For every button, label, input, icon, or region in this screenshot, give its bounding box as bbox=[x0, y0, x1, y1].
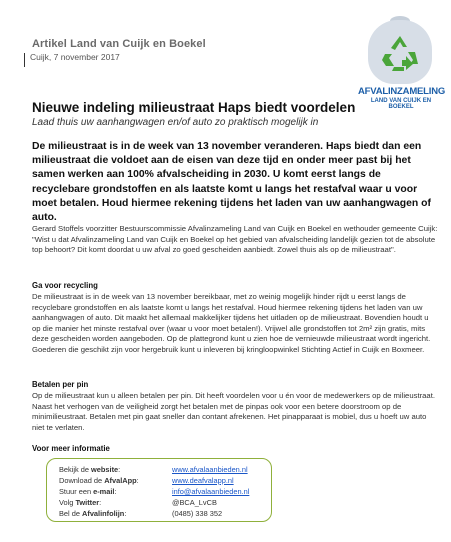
contact-label: Download de AfvalApp: bbox=[59, 476, 139, 485]
header-rule bbox=[24, 53, 25, 67]
section-body-pin: Op de milieustraat kun u alleen betalen per pin. Dit heeft voordelen voor u én voor de medewerkers op de milieustraat. Naast het verhogen van de veiligheid zorgt het betalen met de pinpas ook voor een betere doorstroom op de minimilieustraat. Betalen met pin gaat sneller dan contant afrekenen. Het pinapparaat is mobiel, dus u hoeft uw auto niet te verlaten. bbox=[32, 391, 435, 432]
contact-label: Bekijk de website: bbox=[59, 465, 121, 474]
contact-label: Stuur een e-mail: bbox=[59, 487, 117, 496]
more-info-title: Voor meer informatie bbox=[32, 444, 110, 453]
logo-subtitle: LAND VAN CUIJK EN BOEKEL bbox=[370, 98, 432, 110]
email-link[interactable]: info@afvalaanbieden.nl bbox=[172, 487, 250, 496]
article-date: Cuijk, 7 november 2017 bbox=[30, 52, 120, 62]
contact-label: Volg Twitter: bbox=[59, 498, 102, 507]
logo-name: AFVALINZAMELING bbox=[358, 86, 446, 97]
section-title-pin: Betalen per pin bbox=[32, 380, 89, 389]
article-headline: Nieuwe indeling milieustraat Haps biedt voordelen bbox=[32, 100, 356, 115]
contact-label: Bel de Afvalinfolijn: bbox=[59, 509, 127, 518]
lead-paragraph: De milieustraat is in de week van 13 november veranderen. Haps biedt dan een milieustraat die voldoet aan de eisen van deze tijd en onder meer past bij het samen werken aan 100% afvalscheiding in 2030. U komt eerst langs de recyclebare grondstoffen en als laatste komt u langs het restafval waar u voor moet betalen. Houd hiermee rekening tijdens het laden van uw aanhangwagen of auto. bbox=[32, 141, 431, 224]
twitter-handle: @BCA_LvCB bbox=[172, 498, 217, 507]
article-subheadline: Laad thuis uw aanhangwagen en/of auto zo praktisch mogelijk in bbox=[32, 117, 319, 128]
article-header bbox=[24, 38, 304, 62]
section-body-recycling: De milieustraat is in de week van 13 november bereikbaar, met zo weinig mogelijk hinder rijdt u eerst langs de recyclebare grondstoffen en als laatste komt u langs het restafval. Houd hiermee rekening tijdens het laden van uw aanhangwagen of auto. Dit maakt het allemaal makkelijker tijdens het uitladen op de milieustraat. Bovendien houdt u op die manier het minste restafval over (waar u voor moet betalen!). Vrijwel alle grondstoffen tot 2m² zijn gratis, mits deze gescheiden worden aangeboden. Op de plattegrond kunt u zien hoe de vernieuwde milieustraat wordt ingericht. Goederen die geschikt zijn voor hergebruik kunt u inleveren bij kringloopwinkel Stichting Actief in Cuijk en Boxmeer. bbox=[32, 292, 431, 354]
quote-paragraph: Gerard Stoffels voorzitter Bestuurscommissie Afvalinzameling Land van Cuijk en Boekel en wethouder gemeente Cuijk: "Wist u dat Afvalinzameling Land van Cuijk en Boekel op het gebied van afvalscheiding landelijk gezien tot de absolute top behoort? Dit komt doordat u uw afval zo goed gescheiden aanbiedt. Zowel thuis als op de milieustraat". bbox=[32, 224, 438, 255]
phone-number: (0485) 338 352 bbox=[172, 509, 223, 518]
app-link[interactable]: www.deafvalapp.nl bbox=[172, 476, 234, 485]
section-title-recycling: Ga voor recycling bbox=[32, 281, 98, 290]
recycle-icon bbox=[380, 34, 420, 72]
website-link[interactable]: www.afvalaanbieden.nl bbox=[172, 465, 248, 474]
contact-box bbox=[46, 458, 272, 522]
article-label: Artikel Land van Cuijk en Boekel bbox=[32, 38, 206, 50]
